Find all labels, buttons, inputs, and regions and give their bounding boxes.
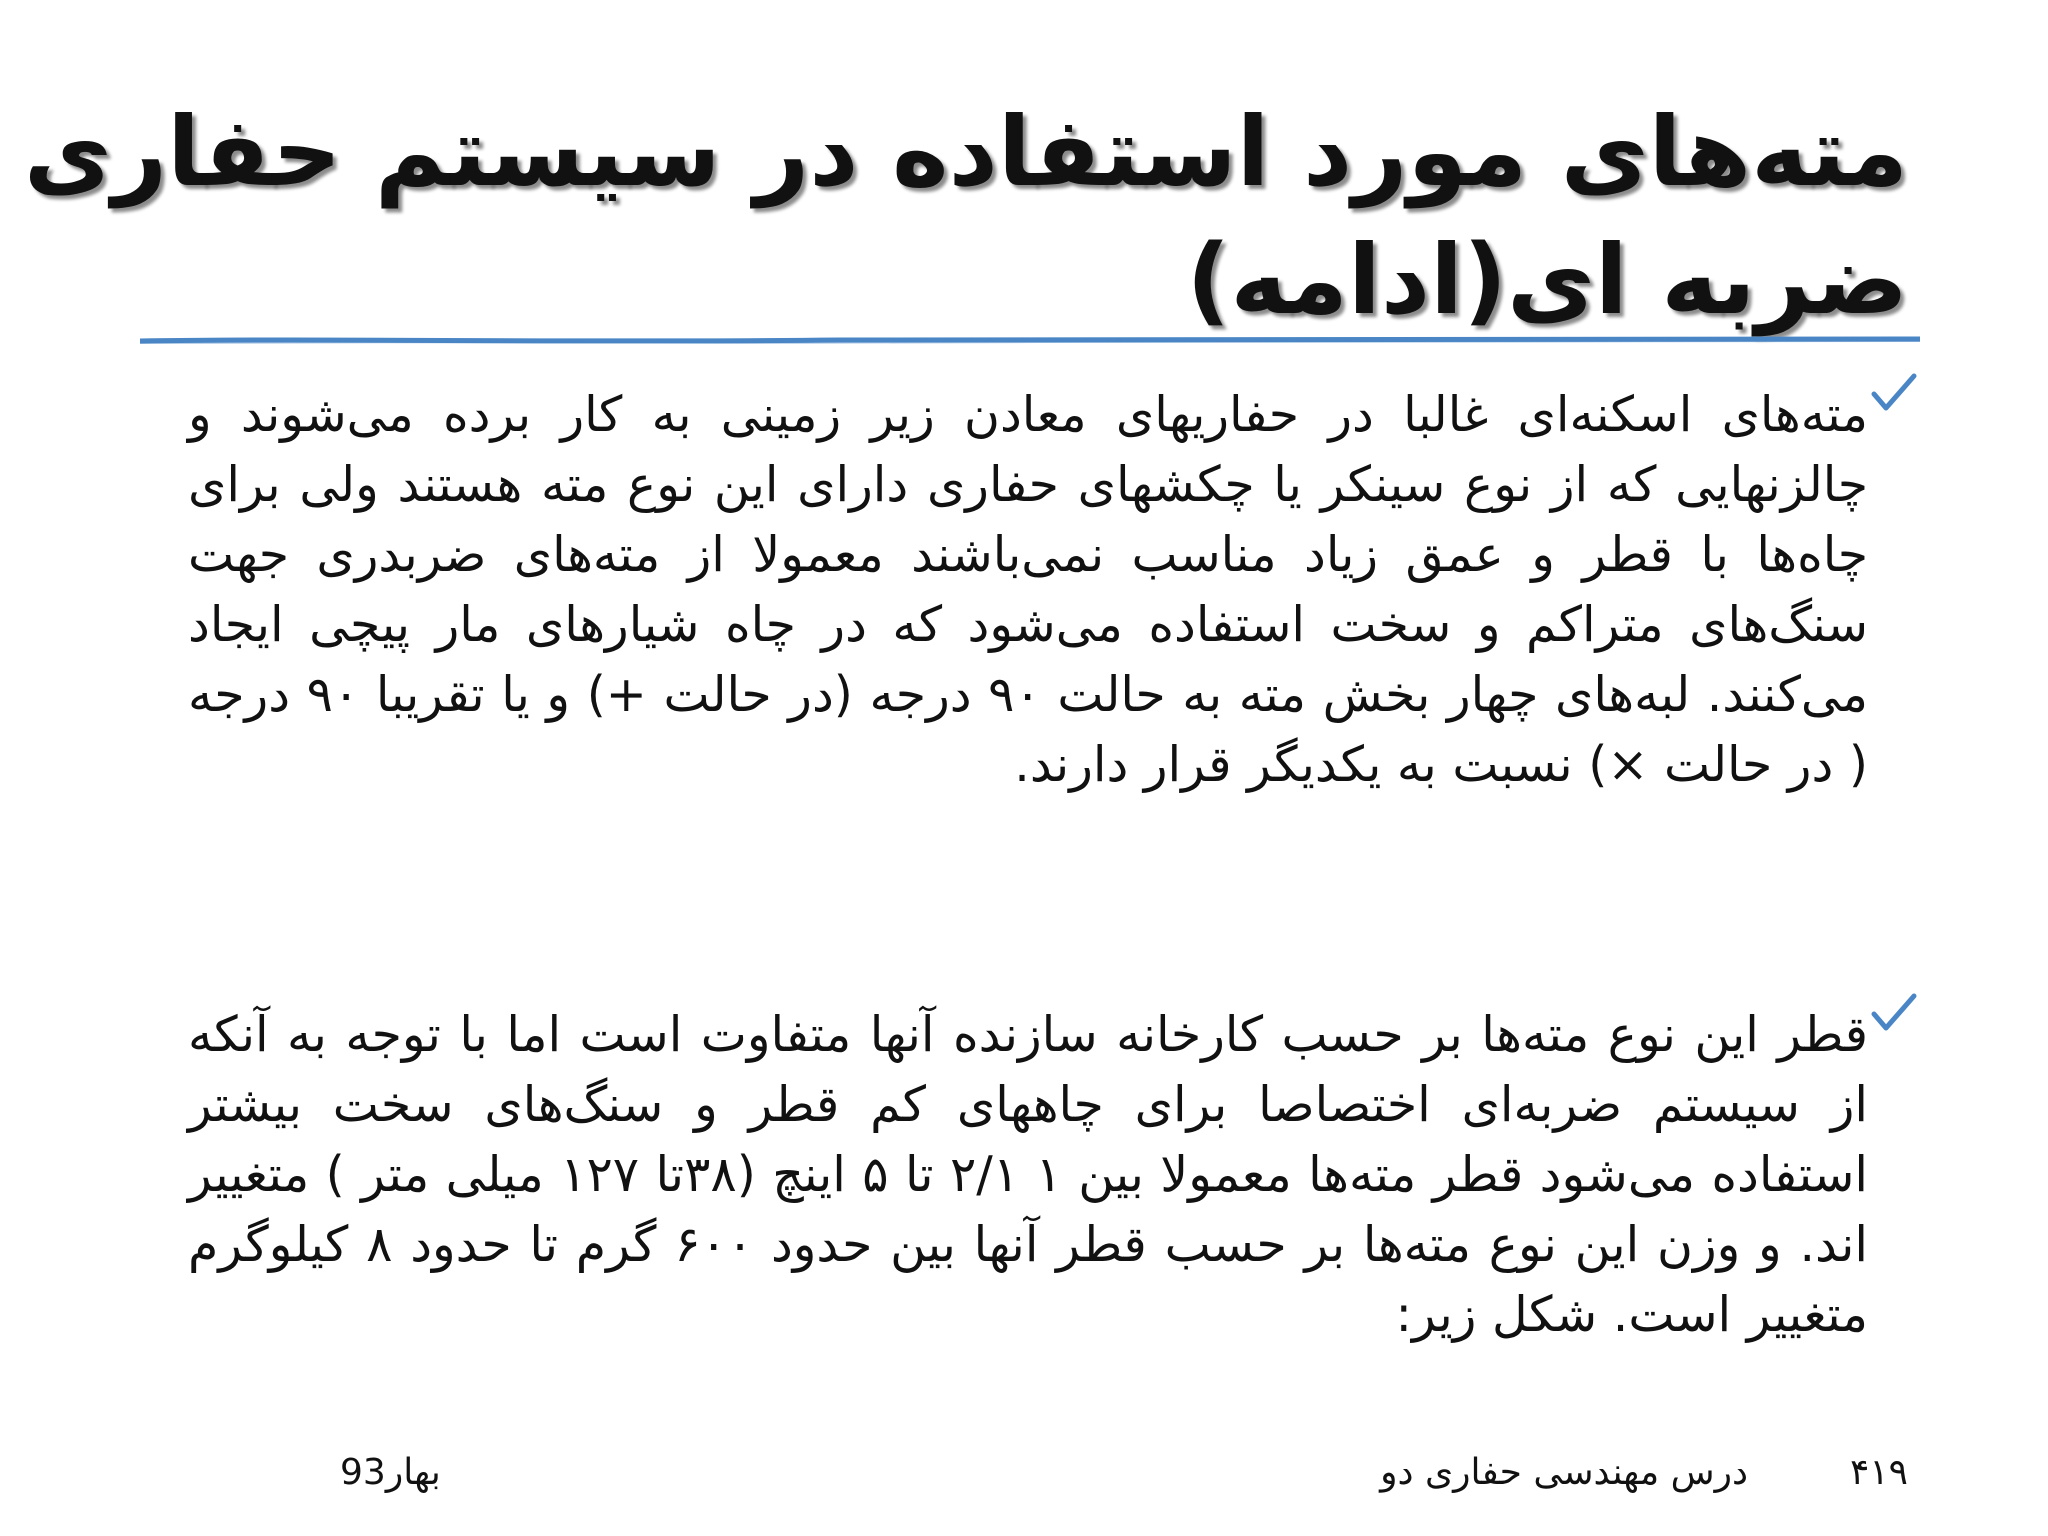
check-icon xyxy=(1868,990,1918,1040)
slide-title-line-1: مته‌های مورد استفاده در سیستم حفاری xyxy=(23,96,1908,208)
title-divider xyxy=(140,335,1920,345)
footer-course-name: درس مهندسی حفاری دو xyxy=(1380,1452,1748,1493)
bullet-paragraph-1: مته‌های اسکنه‌ای غالبا در حفاریهای معادن زیر زمینی به کار برده می‌شوند و چالزنهایی که از نوع سینکر یا چکشهای حفاری دارای این نوع مته هستند ولی برای چاه‌ها با قطر و عمق زیاد مناسب نمی‌باشند معمولا از مته‌های ضربدری جهت سنگ‌های متراکم و سخت استفاده می‌شود که در چاه شیارهای مار پیچی ایجاد می‌کنند. لبه‌های چهار بخش مته به حالت ۹۰ درجه (در حالت +) و یا تقریبا ۹۰ درجه ( در حالت ×) نسبت به یکدیگر قرار دارند. xyxy=(188,386,1868,793)
slide-title-line-2: ضربه ای(ادامه) xyxy=(1186,224,1908,336)
slide-title xyxy=(23,88,1908,344)
check-icon xyxy=(1868,370,1918,420)
page-number: ۴۱۹ xyxy=(1849,1452,1908,1493)
footer-term: بهار93 xyxy=(340,1452,441,1493)
bullet-paragraph-2: قطر این نوع مته‌ها بر حسب کارخانه سازنده آنها متفاوت است اما با توجه به آنکه از سیستم ضربه‌ای اختصاصا برای چاههای کم قطر و سنگ‌های سخت بیشتر استفاده می‌شود قطر مته‌ها معمولا بین ۱ ۲/۱ تا ۵ اینچ (۳۸تا ۱۲۷ میلی متر ) متغییر اند. و وزن این نوع مته‌ها بر حسب قطر آنها بین حدود ۶۰۰ گرم تا حدود ۸ کیلوگرم متغییر است. شکل زیر: xyxy=(188,1006,1869,1343)
